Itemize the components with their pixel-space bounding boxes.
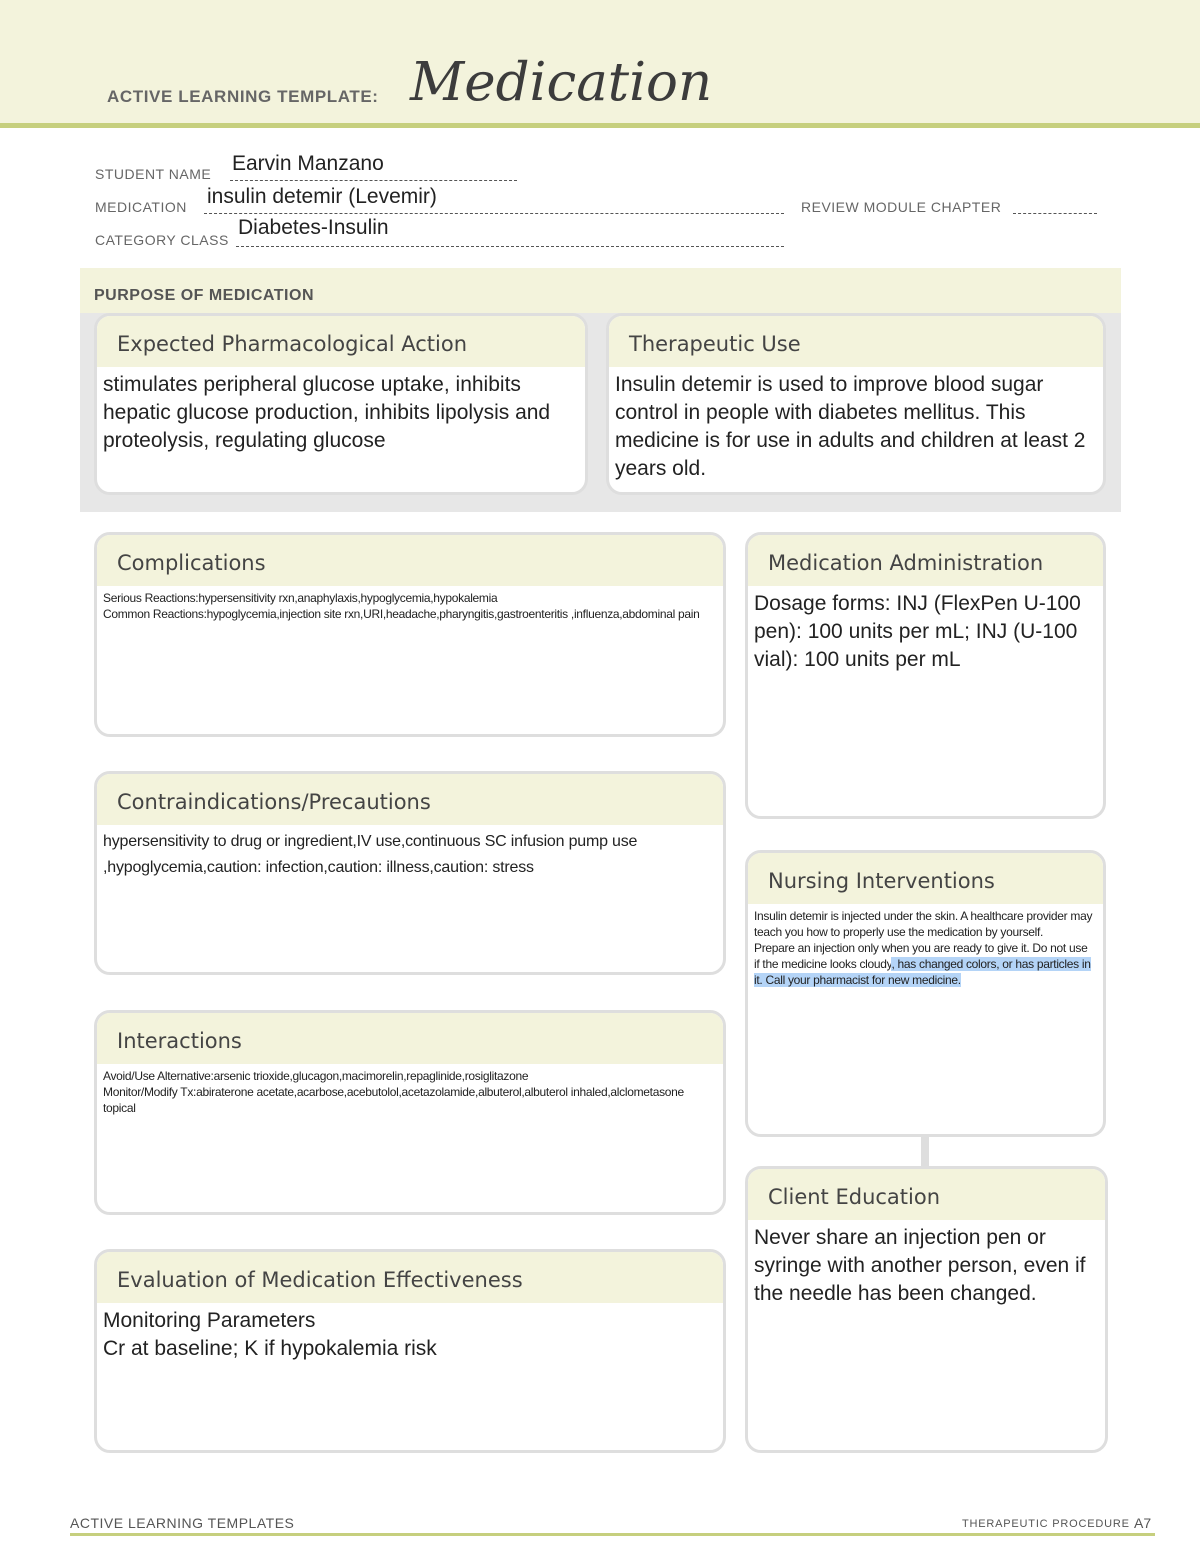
page-title: Medication — [410, 52, 713, 113]
complications-title: Complications — [117, 551, 266, 575]
client-education-header — [748, 1169, 1105, 1220]
nursing-para-1: Insulin detemir is injected under the skin. A healthcare provider may teach you how to properly use the medication by yourself. — [754, 909, 1093, 939]
contraindications-header — [97, 774, 723, 825]
contraindications-card — [94, 771, 726, 975]
category-class-field[interactable]: Diabetes-Insulin — [238, 216, 389, 239]
footer-rule — [70, 1533, 1155, 1536]
evaluation-text[interactable] — [97, 1303, 723, 1363]
contraindications-text[interactable]: hypersensitivity to drug or ingredient,IV use,continuous SC infusion pump use ,hypoglycemia,caution: infection,caution: illness,caution: stress — [103, 833, 638, 876]
evaluation-card — [94, 1249, 726, 1453]
nursing-para-2-plain: Prepare an injection only when you are ready to give it. Do not use if the medicine looks cloudy — [754, 941, 1088, 971]
administration-text[interactable]: Dosage forms: INJ (FlexPen U-100 pen): 100 units per mL; INJ (U-100 vial): 100 units per mL — [754, 592, 1081, 671]
client-education-text[interactable]: Never share an injection pen or syringe with another person, even if the needle has been changed. — [754, 1226, 1086, 1305]
complications-text[interactable] — [97, 586, 723, 622]
therapeutic-use-text[interactable]: Insulin detemir is used to improve blood sugar control in people with diabetes mellitus. This medicine is for use in adults and children at least 2 years old. — [615, 373, 1086, 480]
client-education-card — [745, 1166, 1108, 1453]
student-name-field[interactable]: Earvin Manzano — [232, 152, 384, 175]
therapeutic-use-card — [606, 313, 1106, 495]
complications-common: Common Reactions:hypoglycemia,injection site rxn,URI,headache,pharyngitis,gastroenteritis ,influenza,abdominal pain — [103, 607, 700, 621]
category-class-line — [236, 246, 784, 247]
footer-left: ACTIVE LEARNING TEMPLATES — [70, 1515, 295, 1531]
medication-field[interactable]: insulin detemir (Levemir) — [207, 185, 437, 208]
complications-card — [94, 532, 726, 737]
footer-right: THERAPEUTIC PROCEDURE — [962, 1518, 1130, 1530]
medication-line — [204, 213, 784, 214]
card-connector — [921, 1134, 929, 1166]
purpose-label: PURPOSE OF MEDICATION — [94, 287, 314, 304]
expected-action-header — [97, 316, 585, 367]
nursing-interventions-card — [745, 850, 1106, 1137]
client-education-title: Client Education — [768, 1185, 941, 1209]
evaluation-line-1: Monitoring Parameters — [103, 1309, 316, 1332]
nursing-para-2-highlight: , has changed colors, or has particles in it. Call your pharmacist for new medicine. — [754, 957, 1091, 987]
expected-action-title: Expected Pharmacological Action — [117, 332, 468, 356]
therapeutic-use-title: Therapeutic Use — [629, 332, 801, 356]
expected-action-card — [94, 313, 588, 495]
administration-card — [745, 532, 1106, 819]
interactions-title: Interactions — [117, 1029, 242, 1053]
student-name-line — [230, 180, 517, 181]
nursing-interventions-text[interactable] — [748, 904, 1103, 988]
interactions-avoid: Avoid/Use Alternative:arsenic trioxide,glucagon,macimorelin,repaglinide,rosiglitazone — [103, 1069, 529, 1083]
evaluation-header — [97, 1252, 723, 1303]
complications-serious: Serious Reactions:hypersensitivity rxn,anaphylaxis,hypoglycemia,hypokalemia — [103, 591, 498, 605]
evaluation-line-2: Cr at baseline; K if hypokalemia risk — [103, 1337, 437, 1360]
category-class-label: CATEGORY CLASS — [95, 232, 229, 248]
nursing-para-2 — [754, 940, 1093, 988]
footer-page-code: A7 — [1134, 1515, 1152, 1531]
template-label: ACTIVE LEARNING TEMPLATE: — [107, 87, 379, 106]
therapeutic-use-header — [609, 316, 1103, 367]
nursing-interventions-title: Nursing Interventions — [768, 869, 995, 893]
review-module-label: REVIEW MODULE CHAPTER — [801, 199, 1002, 215]
interactions-header — [97, 1013, 723, 1064]
interactions-text[interactable] — [97, 1064, 723, 1116]
student-name-label: STUDENT NAME — [95, 166, 212, 182]
header-rule — [0, 123, 1200, 128]
contraindications-title: Contraindications/Precautions — [117, 790, 431, 814]
administration-title: Medication Administration — [768, 551, 1044, 575]
evaluation-title: Evaluation of Medication Effectiveness — [117, 1268, 523, 1292]
administration-header — [748, 535, 1103, 586]
interactions-monitor: Monitor/Modify Tx:abiraterone acetate,acarbose,acebutolol,acetazolamide,albuterol,albuterol inhaled,alclometasone topical — [103, 1085, 684, 1115]
complications-header — [97, 535, 723, 586]
nursing-interventions-header — [748, 853, 1103, 904]
review-module-line — [1013, 213, 1097, 214]
interactions-card — [94, 1010, 726, 1215]
medication-label: MEDICATION — [95, 199, 187, 215]
expected-action-text[interactable]: stimulates peripheral glucose uptake, inhibits hepatic glucose production, inhibits lipolysis and proteolysis, regulating glucose — [103, 373, 551, 452]
